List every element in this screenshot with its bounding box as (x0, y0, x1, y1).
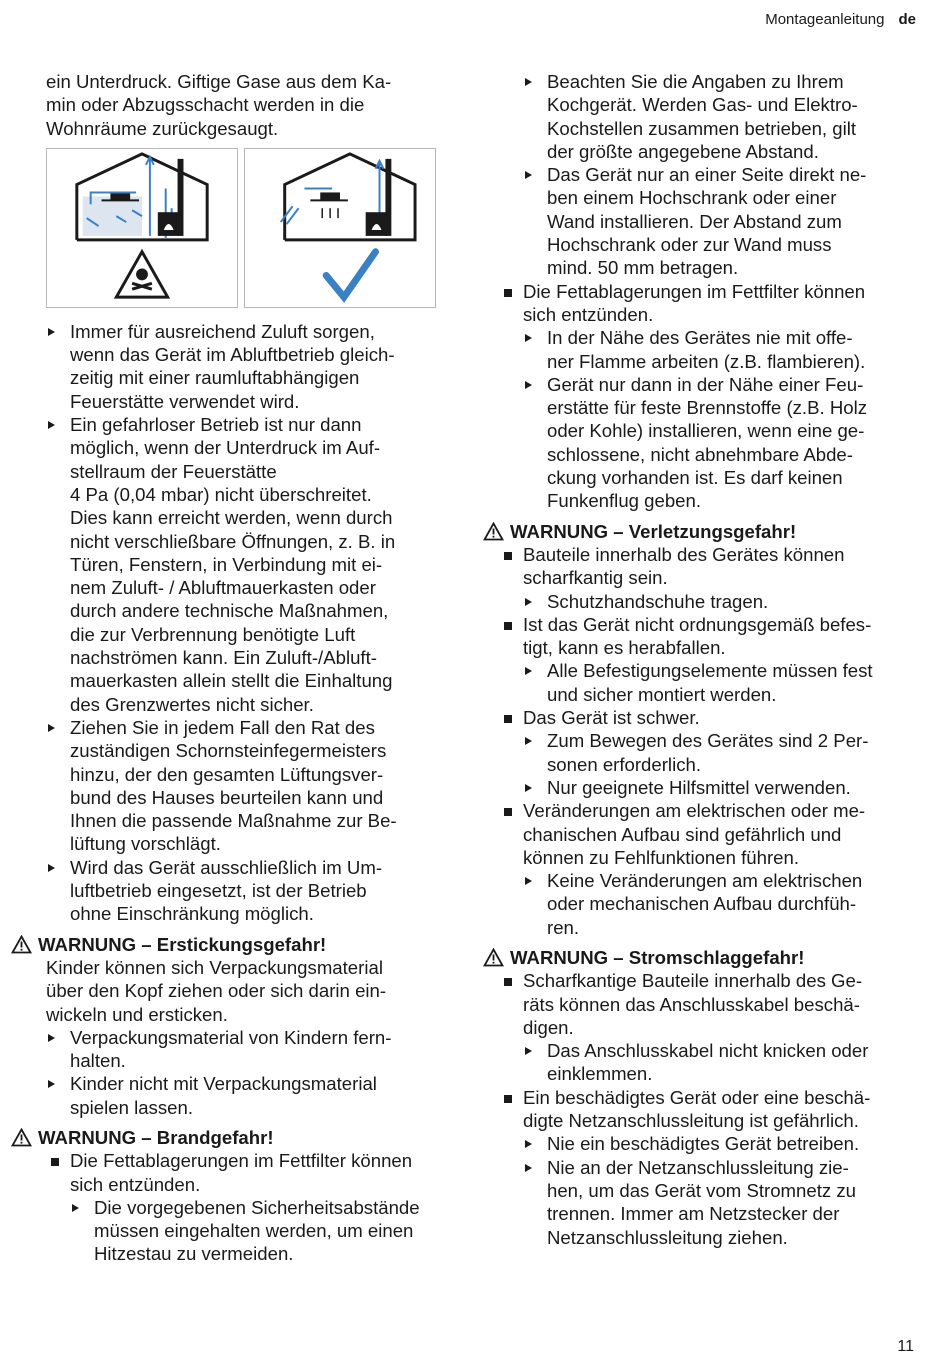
bullet-square-icon (504, 552, 512, 560)
warning-heading: WARNUNG – Erstickungsgefahr! (46, 933, 441, 956)
bullet-square-icon (504, 978, 512, 986)
list-item: Verpackungsmaterial von Kindern fern- halten. (46, 1026, 441, 1073)
warning-heading: WARNUNG – Brandgefahr! (46, 1126, 441, 1149)
list-item: In der Nähe des Gerätes nie mit offe- ner Flamme arbeiten (z.B. flambieren). (499, 326, 919, 373)
bullet-arrow-icon (525, 334, 532, 342)
list-item: Ziehen Sie in jedem Fall den Rat des zuständigen Schornsteinfegermeisters hinzu, der den gesamten Lüftungsver- bund des Hauses beurteilen kann und Ihnen die passende Maßnahme zur Be- lüftung vorschlägt. (46, 716, 441, 856)
right-column (499, 70, 919, 1249)
bullet-square-icon (504, 1095, 512, 1103)
list-item: Schutzhandschuhe tragen. (499, 590, 919, 613)
bullet-arrow-icon (525, 171, 532, 179)
list-item: Die vorgegebenen Sicherheitsabstände müssen eingehalten werden, um einen Hitzestau zu vermeiden. (46, 1196, 441, 1266)
list-item: Beachten Sie die Angaben zu Ihrem Kochgerät. Werden Gas- und Elektro- Kochstellen zusammen betrieben, gilt der größte angegebene Abstand. (499, 70, 919, 163)
house-poison-icon (47, 149, 237, 307)
list-item: Ein gefahrloser Betrieb ist nur dann möglich, wenn der Unterdruck im Auf- stellraum der Feuerstätte 4 Pa (0,04 mbar) nicht überschreitet. Dies kann erreicht werden, wenn durch nicht verschließbare Öffnungen, z. B. in Türen, Fenstern, in Verbindung mit ei- nem Zuluft- / Abluftmauerkasten oder durch andere technische Maßnahmen, die zur Verbrennung benötigte Luft nachströmen kann. Ein Zuluft-/Abluft- mauerkasten allein stellt die Einhaltung des Grenzwertes nicht sicher. (46, 413, 441, 716)
square-list-item: Veränderungen am elektrischen oder me- chanischen Aufbau sind gefährlich und können zu Fehlfunktionen führen. (499, 799, 919, 869)
list-item: Kinder nicht mit Verpackungsmaterial spielen lassen. (46, 1072, 441, 1119)
list-item: Wird das Gerät ausschließlich im Um- luftbetrieb eingesetzt, ist der Betrieb ohne Einschränkung möglich. (46, 856, 441, 926)
bullet-arrow-icon (48, 864, 55, 872)
warning-text: Kinder können sich Verpackungsmaterial über den Kopf ziehen oder sich darin ein- wickeln und ersticken. (46, 956, 387, 1025)
warning-triangle-icon (483, 522, 504, 541)
ventilation-figure (46, 148, 441, 308)
list-item: Zum Bewegen des Gerätes sind 2 Per- sonen erforderlich. (499, 729, 919, 776)
square-list-item: Die Fettablagerungen im Fettfilter können sich entzünden. (46, 1149, 441, 1196)
bullet-arrow-icon (525, 78, 532, 86)
house-checkmark-icon (245, 149, 435, 307)
bullet-square-icon (51, 1158, 59, 1166)
exhaust-danger-panel (46, 148, 238, 308)
list-item: Gerät nur dann in der Nähe einer Feu- erstätte für feste Brennstoffe (z.B. Holz oder Kohle) installieren, wenn eine ge- schlossene, nicht abnehmbare Abde- ckung vorhanden ist. Es darf keinen Funkenflug geben. (499, 373, 919, 513)
bullet-arrow-icon (48, 1034, 55, 1042)
square-list-item: Ein beschädigtes Gerät oder eine beschä- digte Netzanschlussleitung ist gefährlich. (499, 1086, 919, 1133)
bullet-arrow-icon (525, 877, 532, 885)
recirculation-ok-panel (244, 148, 436, 308)
list-item: Immer für ausreichend Zuluft sorgen, wenn das Gerät im Abluftbetrieb gleich- zeitig mit einer raumluftabhängigen Feuerstätte verwendet wird. (46, 320, 441, 413)
bullet-square-icon (504, 289, 512, 297)
list-item: Keine Veränderungen am elektrischen oder mechanischen Aufbau durchfüh- ren. (499, 869, 919, 939)
square-list-item: Ist das Gerät nicht ordnungsgemäß befes- tigt, kann es herabfallen. (499, 613, 919, 660)
bullet-arrow-icon (48, 724, 55, 732)
warning-heading: WARNUNG – Verletzungsgefahr! (499, 520, 919, 543)
bullet-arrow-icon (72, 1204, 79, 1212)
list-item: Das Anschlusskabel nicht knicken oder einklemmen. (499, 1039, 919, 1086)
warning-heading: WARNUNG – Stromschlaggefahr! (499, 946, 919, 969)
bullet-arrow-icon (525, 667, 532, 675)
square-list-item: Bauteile innerhalb des Gerätes können scharfkantig sein. (499, 543, 919, 590)
bullet-arrow-icon (525, 1140, 532, 1148)
list-item: Nur geeignete Hilfsmittel verwenden. (499, 776, 919, 799)
bullet-arrow-icon (525, 784, 532, 792)
bullet-square-icon (504, 622, 512, 630)
bullet-arrow-icon (48, 328, 55, 336)
bullet-arrow-icon (525, 381, 532, 389)
page-header (765, 11, 916, 28)
list-item: Alle Befestigungselemente müssen fest und sicher montiert werden. (499, 659, 919, 706)
page-number: 11 (897, 1338, 914, 1355)
warning-triangle-icon (483, 948, 504, 967)
square-list-item: Die Fettablagerungen im Fettfilter können sich entzünden. (499, 280, 919, 327)
bullet-square-icon (504, 808, 512, 816)
left-column (38, 70, 441, 1266)
warning-triangle-icon (11, 1128, 32, 1147)
list-item: Das Gerät nur an einer Seite direkt ne- ben einem Hochschrank oder einer Wand installieren. Der Abstand zum Hochschrank oder zur Wand muss mind. 50 mm betragen. (499, 163, 919, 279)
header-title: Montageanleitung (765, 11, 885, 28)
bullet-square-icon (504, 715, 512, 723)
bullet-arrow-icon (48, 1080, 55, 1088)
list-item: Nie ein beschädigtes Gerät betreiben. (499, 1132, 919, 1155)
warning-triangle-icon (11, 935, 32, 954)
list-item: Nie an der Netzanschlussleitung zie- hen, um das Gerät vom Stromnetz zu trennen. Immer am Netzstecker der Netzanschlussleitung ziehen. (499, 1156, 919, 1249)
header-language: de (898, 11, 916, 28)
bullet-arrow-icon (525, 1164, 532, 1172)
square-list-item: Scharfkantige Bauteile innerhalb des Ge- räts können das Anschlusskabel beschä- digen. (499, 969, 919, 1039)
bullet-arrow-icon (525, 1047, 532, 1055)
bullet-arrow-icon (525, 737, 532, 745)
intro-paragraph: ein Unterdruck. Giftige Gase aus dem Ka- min oder Abzugsschacht werden in die Wohnräume zurückgesaugt. (46, 71, 392, 139)
bullet-arrow-icon (525, 598, 532, 606)
bullet-arrow-icon (48, 421, 55, 429)
square-list-item: Das Gerät ist schwer. (499, 706, 919, 729)
